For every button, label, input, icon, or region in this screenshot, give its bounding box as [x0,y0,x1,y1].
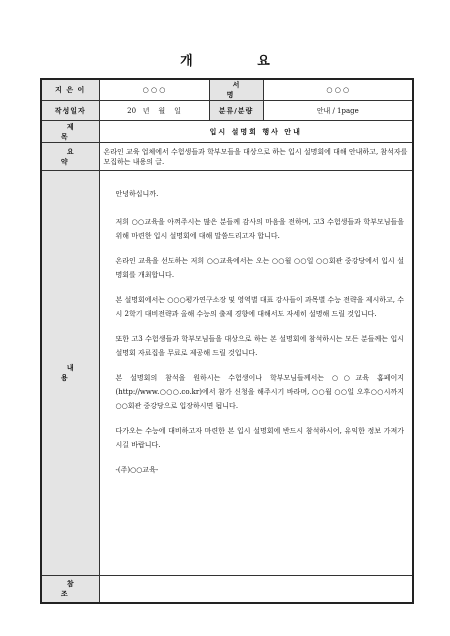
paragraph: 온라인 교육을 선도하는 저희 ○○교육에서는 오는 ○○월 ○○일 ○○회관 중강당에서 입시 설명회를 개최합니다. [115,257,404,279]
paragraph: 본 설명회의 참석을 원하시는 수험생이나 학부모님들께서는 ○○교육 홈페이지(http://www.○○○.co.kr)에서 참가 신청을 해주시기 바라며, ○○월 ○○일 오후○○시까지 ○○회관 중강당으로 입장하시면 됩니다. [115,374,404,410]
paragraph: 또한 고3 수험생들과 학부모님들을 대상으로 하는 본 설명회에 참석하시는 모든 분들께는 입시 설명회 자료집을 무료로 제공해 드릴 것입니다. [115,335,404,357]
reference-row [41,576,413,604]
title-field-value: ○ ○ ○ [263,79,413,101]
content-row [41,171,413,576]
author-label: 지 은 이 [41,79,99,101]
date-label: 작성일자 [41,101,99,121]
paragraph: 본 설명회에서는 ○○○평가연구소장 및 영역별 대표 강사들이 과목별 수능 전략을 제시하고, 수시 2학기 대비전략과 올해 수능의 출제 경향에 대해서도 자세히 설명해 드릴 것입니다. [115,296,404,318]
category-label: 분류/분량 [209,101,263,121]
summary-row [41,143,413,171]
subject-row [41,121,413,143]
content-body [99,171,413,576]
paragraph: 저희 ○○교육을 아껴주시는 많은 분들께 감사의 마음을 전하며, 고3 수험생들과 학부모님들을 위해 마련한 입시 설명회에 대해 말씀드리고자 합니다. [115,218,404,240]
category-value: 안내 / 1page [263,101,413,121]
paragraph-greeting: 안녕하십니까. [115,190,159,198]
summary-label: 요 약 [41,143,99,171]
summary-value: 온라인 교육 업체에서 수험생들과 학부모들을 대상으로 하는 입시 설명회에 대해 안내하고, 참석자를 모집하는 내용의 글. [99,143,413,171]
subject-label: 제 목 [41,121,99,143]
reference-label: 참 조 [41,576,99,604]
subject-value: 입시 설명회 행사 안내 [99,121,413,143]
page-title: 개 요 [180,54,300,69]
author-value: ○ ○ ○ [99,79,209,101]
paragraph: 다가오는 수능에 대비하고자 마련한 본 입시 설명회에 반드시 참석하시어, 유익한 정보 가져가시길 바랍니다. [115,427,404,449]
content-label: 내 용 [41,171,99,576]
title-field-label: 서 명 [209,79,263,101]
reference-value [99,576,413,604]
date-value: 20 년 월 일 [99,101,209,121]
author-row [41,79,413,101]
overview-form [40,78,414,604]
date-row [41,101,413,121]
paragraph-signature: -(주)○○교육- [115,466,159,474]
